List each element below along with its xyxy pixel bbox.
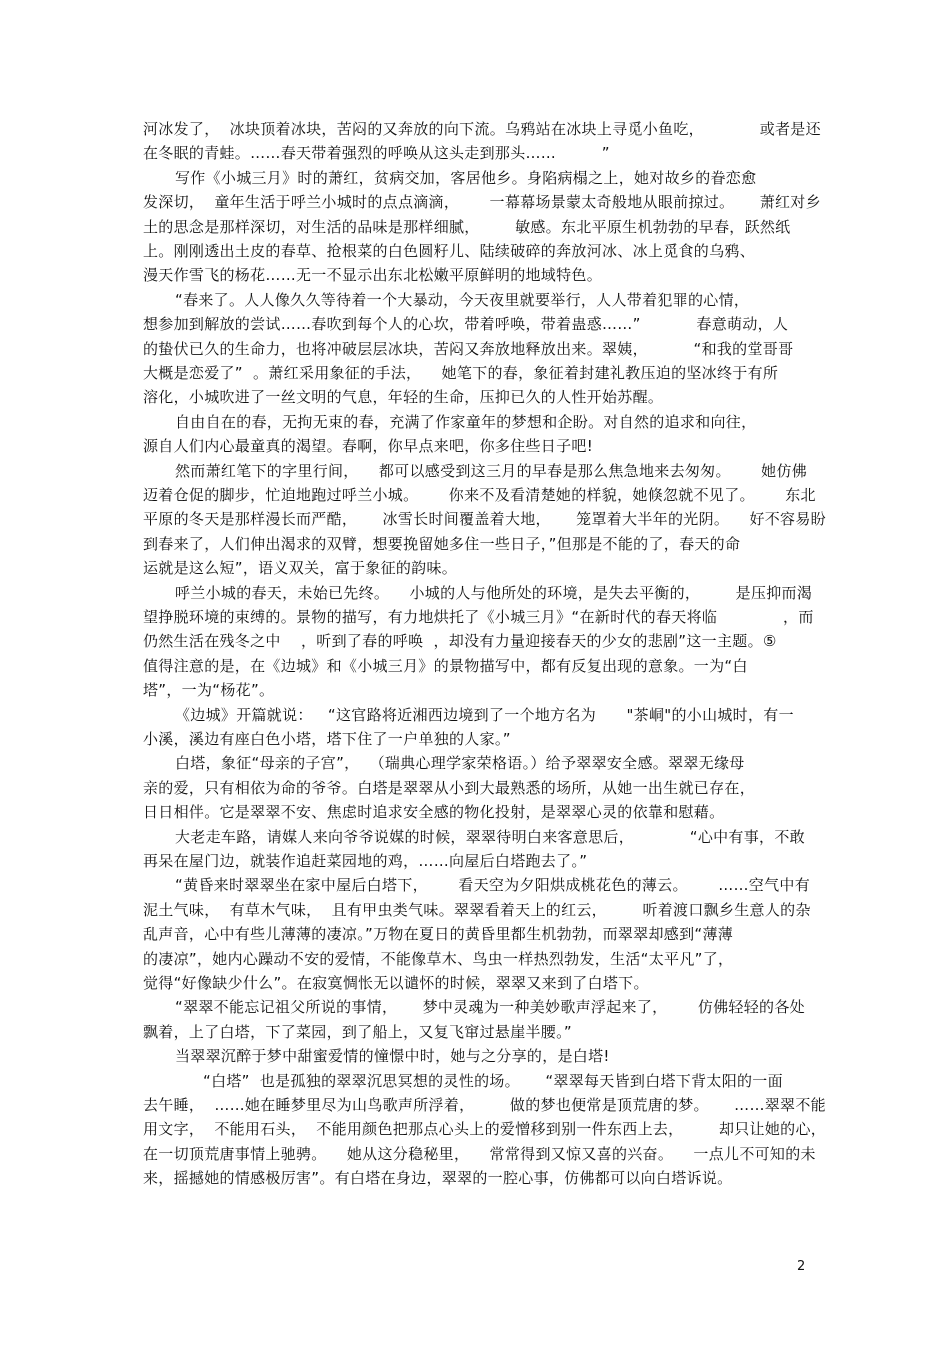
text-line: 自由自在的春，无拘无束的春，充满了作家童年的梦想和企盼。对自然的追求和向往，	[175, 413, 757, 431]
text-line: 白塔，象征“母亲的子宫”， （瑞典心理学家荣格语。）给予翠翠安全感。翠翠无缘母	[175, 754, 745, 772]
text-line: 呼兰小城的春天，未始已先终。 小城的人与他所处的环境，是失去平衡的， 是压抑而渴	[175, 584, 813, 602]
text-line: 日日相伴。它是翠翠不安、焦虑时追求安全感的物化投射，是翠翠心灵的依靠和慰藉。	[143, 803, 725, 821]
text-line: 在冬眠的青蛙。……春天带着强烈的呼唤从这头走到那头…… ”	[143, 144, 610, 162]
text-line: 河冰发了， 冰块顶着冰块，苦闷的又奔放的向下流。乌鸦站在冰块上寻觅小鱼吃， 或者是还	[143, 120, 821, 138]
text-line: 源自人们内心最童真的渴望。春啊，你早点来吧，你多住些日子吧!	[143, 437, 594, 455]
text-line: 漫天作雪飞的杨花……无一不显示出东北松嫩平原鲜明的地域特色。	[143, 266, 603, 284]
text-line: 上。刚刚透出土皮的春草、抢根菜的白色圆籽儿、陆续破碎的奔放河冰、冰上觅食的乌鸦、	[143, 242, 756, 260]
text-line: 小溪，溪边有座白色小塔，塔下住了一户单独的人家。”	[143, 730, 511, 748]
text-line: “白塔” 也是孤独的翠翠沉思冥想的灵性的场。 “翠翠每天皆到白塔下背太阳的一面	[203, 1072, 783, 1090]
text-line: 然而萧红笔下的字里行间， 都可以感受到这三月的早春是那么焦急地来去匆匆。 她仿佛	[175, 462, 808, 480]
text-line: 值得注意的是，在《边城》和《小城三月》的景物描写中，都有反复出现的意象。一为“白	[143, 657, 748, 675]
text-line: 大老走车路，请媒人来向爷爷说媒的时候，翠翠待明白来客意思后， “心中有事，不敢	[175, 828, 805, 846]
text-line: 亲的爱，只有相依为命的爷爷。白塔是翠翠从小到大最熟悉的场所，从她一出生就已存在，	[143, 779, 756, 797]
text-line: 在一切顶荒唐事情上驰骋。 她从这分稳秘里， 常常得到又惊又喜的兴奋。 一点儿不可知的未	[143, 1145, 816, 1163]
text-line: 泥土气味， 有草木气味， 且有甲虫类气味。翠翠看着天上的红云， 听着渡口飘乡生意人的杂	[143, 901, 811, 919]
text-line: 平原的冬天是那样漫长而严酷， 冰雪长时间覆盖着大地， 笼罩着大半年的光阴。 好不容易盼	[143, 510, 826, 528]
text-line: 塔”，一为“杨花”。	[143, 681, 275, 699]
page-number: 2	[797, 1259, 806, 1274]
text-line: 土的思念是那样深切，对生活的品味是那样细腻， 敏感。东北平原生机勃勃的早春，跃然纸	[143, 218, 791, 236]
text-line: 写作《小城三月》时的萧红，贫病交加，客居他乡。身陷病榻之上，她对故乡的眷恋愈	[175, 169, 757, 187]
text-line: 大概是恋爱了” 。萧红采用象征的手法， 她笔下的春，象征着封建礼教压迫的坚冰终于有所	[143, 364, 779, 382]
text-line: 望挣脱环境的束缚的。景物的描写，有力地烘托了《小城三月》“在新时代的春天将临 ，而	[143, 608, 814, 626]
text-line: 想参加到解放的尝试……春吹到每个人的心坎，带着呼唤，带着蛊惑……” 春意萌动，人	[143, 315, 789, 333]
text-line: 到春来了，人们伸出渴求的双臂，想要挽留她多住一些日子，”但那是不能的了，春天的命	[143, 535, 741, 553]
text-line: 溶化，小城吹进了一丝文明的气息，年轻的生命，压抑已久的人性开始苏醒。	[143, 388, 664, 406]
text-line: “春来了。人人像久久等待着一个大暴动，今天夜里就要举行，人人带着犯罪的心情，	[175, 291, 750, 309]
text-line: 当翠翠沉醉于梦中甜蜜爱情的憧憬中时，她与之分享的，是白塔!	[175, 1047, 610, 1065]
text-line: 的蛰伏已久的生命力，也将冲破层层冰块，苦闷又奔放地释放出来。翠姨， “和我的堂哥哥	[143, 340, 794, 358]
text-line: 再呆在屋门边，就装作追赶菜园地的鸡，……向屋后白塔跑去了。”	[143, 852, 588, 870]
text-line: 运就是这么短”，语义双关，富于象征的韵味。	[143, 559, 458, 577]
text-line: 发深切， 童年生活于呼兰小城时的点点滴滴， 一幕幕场景蒙太奇般地从眼前掠过。 萧红对乡	[143, 193, 821, 211]
text-line: 飘着，上了白塔，下了菜园，到了船上，又复飞窜过悬崖半腰。”	[143, 1023, 572, 1041]
text-line: 的凄凉”，她内心躁动不安的爱情，不能像草木、鸟虫一样热烈勃发，生活“太平凡”了，	[143, 950, 734, 968]
text-line: 仍然生活在残冬之中 ，听到了春的呼唤 ，却没有力量迎接春天的少女的悲剧”这一主题。⑤	[143, 632, 777, 650]
text-line: 去午睡， ……她在睡梦里尽为山鸟歌声所浮着， 做的梦也便常是顶荒唐的梦。 ……翠翠不能	[143, 1096, 826, 1114]
text-line: “翠翠不能忘记祖父所说的事情， 梦中灵魂为一种美妙歌声浮起来了， 仿佛轻轻的各处	[175, 998, 805, 1016]
text-line: 迈着仓促的脚步，忙迫地跑过呼兰小城。 你来不及看清楚她的样貌，她倏忽就不见了。 东北	[143, 486, 816, 504]
text-line: 用文字， 不能用石头， 不能用颜色把那点心头上的爱憎移到别一件东西上去， 却只让她的心，	[143, 1120, 827, 1138]
text-line: 觉得“好像缺少什么”。在寂寞惆怅无以谴怀的时候，翠翠又来到了白塔下。	[143, 974, 649, 992]
text-line: 来，摇撼她的情感极厉害”。有白塔在身边，翠翠的一腔心事，仿佛都可以向白塔诉说。	[143, 1169, 733, 1187]
text-line: 乱声音，心中有些儿薄薄的凄凉。”万物在夏日的黄昏里都生机勃勃，而翠翠却感到“薄薄	[143, 925, 734, 943]
text-line: 《边城》开篇就说： “这官路将近湘西边境到了一个地方名为 "茶峒"的小山城时，有一	[175, 706, 794, 724]
text-line: “黄昏来时翠翠坐在家中屋后白塔下， 看天空为夕阳烘成桃花色的薄云。 ……空气中有	[175, 876, 810, 894]
